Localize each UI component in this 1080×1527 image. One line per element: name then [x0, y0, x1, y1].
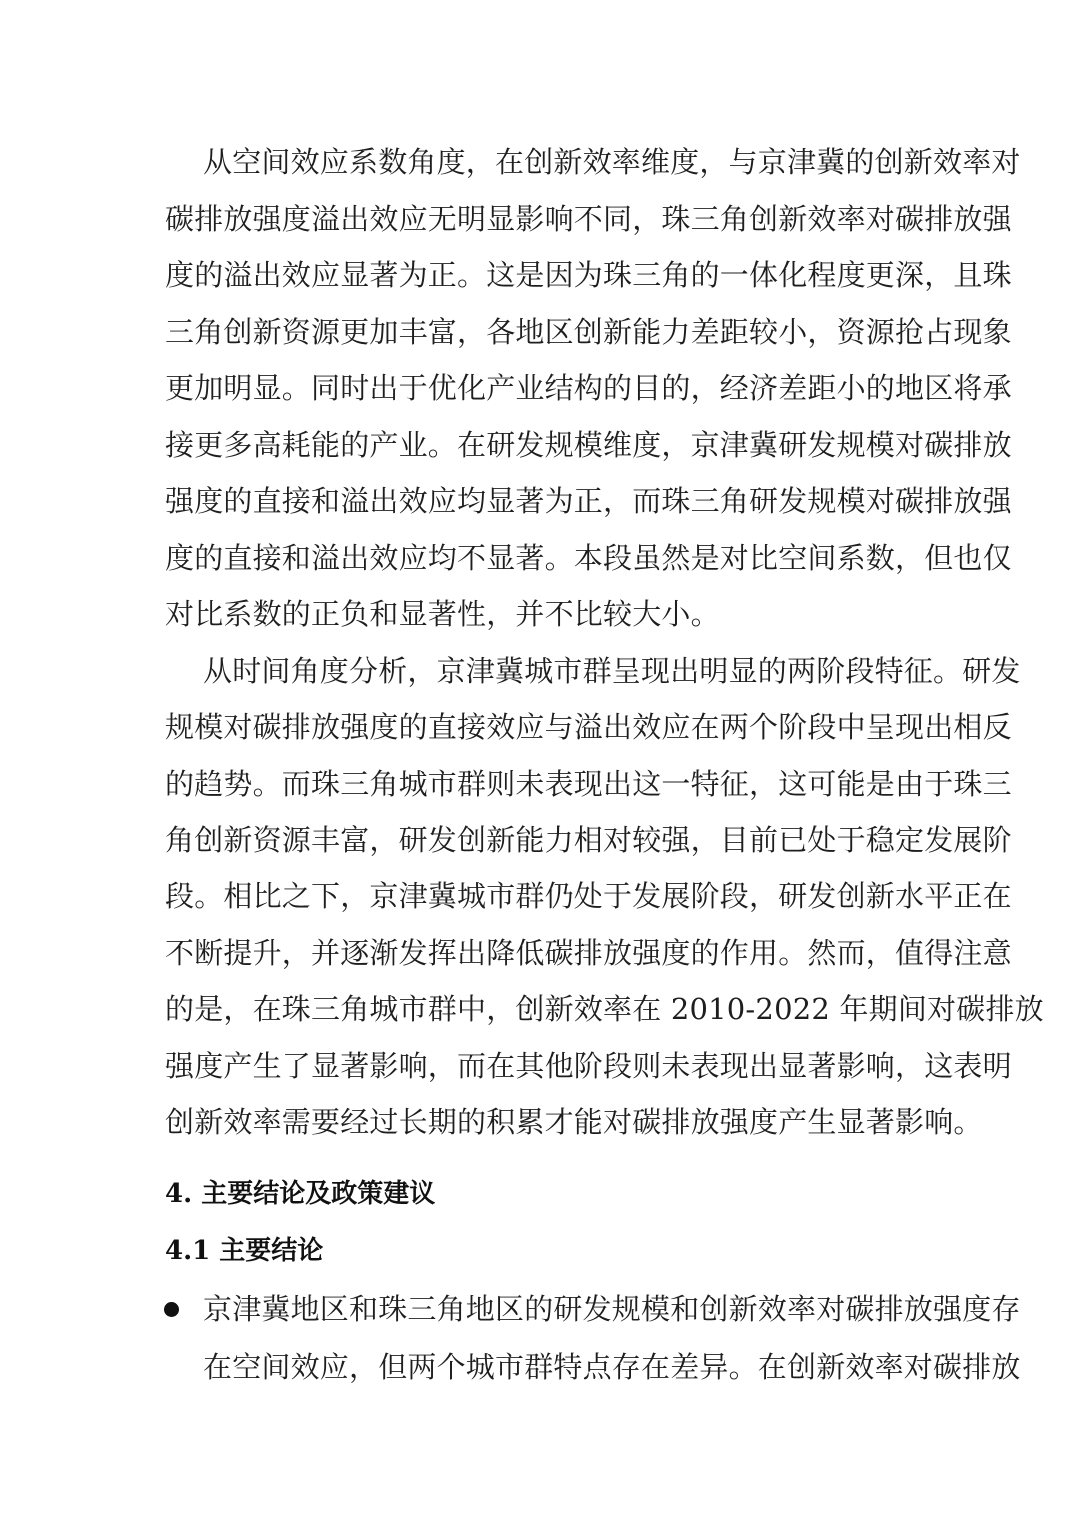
paragraph-line: 对比系数的正负和显著性，并不比较大小。 [165, 597, 720, 631]
paragraph-line: 创新效率需要经过长期的积累才能对碳排放强度产生显著影响。 [165, 1105, 983, 1139]
paragraph-line: 度的溢出效应显著为正。这是因为珠三角的一体化程度更深，且珠 [165, 258, 1012, 292]
bullet-dot-icon [164, 1302, 179, 1317]
paragraph-line: 强度的直接和溢出效应均显著为正，而珠三角研发规模对碳排放强 [165, 484, 1012, 518]
paragraph-line: 强度产生了显著影响，而在其他阶段则未表现出显著影响，这表明 [165, 1049, 1012, 1083]
subsection-heading: 4.1 主要结论 [165, 1236, 324, 1266]
paragraph-line: 碳排放强度溢出效应无明显影响不同，珠三角创新效率对碳排放强 [165, 202, 1012, 236]
bullet-line: 在空间效应，但两个城市群特点存在差异。在创新效率对碳排放 [203, 1350, 1021, 1384]
paragraph-line: 接更多高耗能的产业。在研发规模维度，京津冀研发规模对碳排放 [165, 428, 1012, 462]
paragraph-line: 不断提升，并逐渐发挥出降低碳排放强度的作用。然而，值得注意 [165, 936, 1012, 970]
paragraph-line: 三角创新资源更加丰富，各地区创新能力差距较小，资源抢占现象 [165, 315, 1012, 349]
paragraph-line: 从空间效应系数角度，在创新效率维度，与京津冀的创新效率对 [203, 145, 1021, 179]
paragraph-line: 的是，在珠三角城市群中，创新效率在 2010-2022 年期间对碳排放 [165, 992, 1044, 1026]
paragraph-line: 的趋势。而珠三角城市群则未表现出这一特征，这可能是由于珠三 [165, 767, 1012, 801]
paragraph-line: 规模对碳排放强度的直接效应与溢出效应在两个阶段中呈现出相反 [165, 710, 1012, 744]
paragraph-line: 角创新资源丰富，研发创新能力相对较强，目前已处于稳定发展阶 [165, 823, 1012, 857]
section-heading: 4. 主要结论及政策建议 [165, 1179, 436, 1209]
paragraph-line: 更加明显。同时出于优化产业结构的目的，经济差距小的地区将承 [165, 371, 1012, 405]
paragraph-line: 从时间角度分析，京津冀城市群呈现出明显的两阶段特征。研发 [203, 654, 1021, 688]
paragraph-line: 度的直接和溢出效应均不显著。本段虽然是对比空间系数，但也仅 [165, 541, 1012, 575]
paragraph-line: 段。相比之下，京津冀城市群仍处于发展阶段，研发创新水平正在 [165, 879, 1012, 913]
bullet-line: 京津冀地区和珠三角地区的研发规模和创新效率对碳排放强度存 [203, 1292, 1021, 1326]
